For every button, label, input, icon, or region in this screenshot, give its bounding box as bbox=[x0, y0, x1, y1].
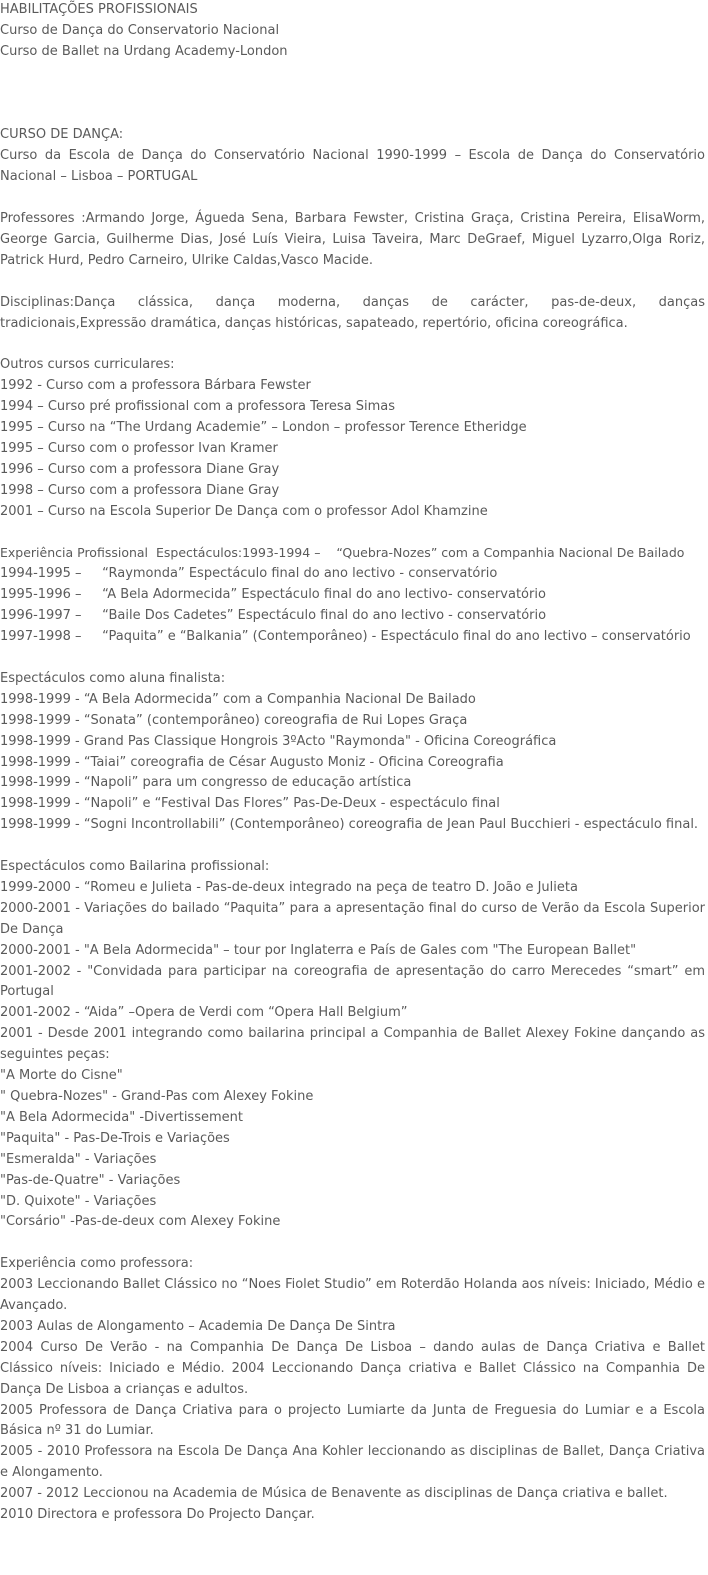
teaching-item: 2003 Leccionando Ballet Clássico no “Noes Fiolet Studio” em Roterdão Holanda aos níveis: Iniciado, Médio e Avançado. bbox=[0, 1277, 705, 1314]
course-item: 1995 – Curso na “The Urdang Academie” – London – professor Terence Etheridge bbox=[0, 420, 527, 436]
show-item: 1998-1999 - “A Bela Adormecida” com a Companhia Nacional De Bailado bbox=[0, 691, 476, 707]
experience-item: 1995-1996 – “A Bela Adormecida” Espectáculo final do ano lectivo- conservatório bbox=[0, 587, 546, 603]
piece-item: "A Bela Adormecida" -Divertissement bbox=[0, 1109, 243, 1125]
piece-item: "Corsário" -Pas-de-deux com Alexey Fokine bbox=[0, 1214, 281, 1230]
dance-course-section bbox=[0, 125, 705, 188]
show-item: 2001 - Desde 2001 integrando como bailarina principal a Companhia de Ballet Alexey Fokine dançando as seguintes peças: bbox=[0, 1026, 705, 1063]
qualifications-heading: HABILITAÇÕES PROFISSIONAIS bbox=[0, 2, 198, 17]
spacer bbox=[0, 272, 705, 293]
dance-course-body: Curso da Escola de Dança do Conservatório Nacional 1990-1999 – Escola de Dança do Conservatório Nacional – Lisboa – PORTUGAL bbox=[0, 148, 705, 185]
show-item: 1998-1999 - Grand Pas Classique Hongrois 3ºActo "Raymonda" - Oficina Coreográfica bbox=[0, 733, 557, 749]
spacer bbox=[0, 105, 705, 126]
spacer bbox=[0, 648, 705, 669]
teaching-item: 2007 - 2012 Leccionou na Academia de Música de Benavente as disciplinas de Dança criativa e ballet. bbox=[0, 1486, 668, 1502]
spacer bbox=[0, 523, 705, 544]
spacer bbox=[0, 836, 705, 857]
piece-item: "D. Quixote" - Variações bbox=[0, 1193, 157, 1209]
course-item: 1995 – Curso com o professor Ivan Kramer bbox=[0, 440, 278, 456]
teaching-item: 2004 Curso De Verão - na Companhia De Dança De Lisboa – dando aulas de Dança Criativa e Ballet Clássico níveis: Iniciado e Médio. 2004 Leccionando Dança criativa e Ballet Clássico na Companhia De Dança De Lisboa a crianças e adultos. bbox=[0, 1339, 705, 1397]
qualification-line: Curso de Dança do Conservatorio Nacional bbox=[0, 22, 280, 38]
professional-shows-section bbox=[0, 857, 705, 1233]
course-item: 1992 - Curso com a professora Bárbara Fewster bbox=[0, 378, 311, 394]
course-item: 1994 – Curso pré profissional com a professora Teresa Simas bbox=[0, 399, 396, 415]
piece-item: "Paquita" - Pas-De-Trois e Variações bbox=[0, 1130, 230, 1146]
piece-item: "Pas-de-Quatre" - Variações bbox=[0, 1172, 181, 1188]
experience-item: 1997-1998 – “Paquita” e “Balkania” (Contemporâneo) - Espectáculo final do ano lectivo – conservatório bbox=[0, 629, 691, 645]
course-item: 2001 – Curso na Escola Superior De Dança com o professor Adol Khamzine bbox=[0, 503, 488, 519]
spacer bbox=[0, 188, 705, 209]
show-item: 2000-2001 - "A Bela Adormecida" – tour por Inglaterra e País de Gales com "The European Ballet" bbox=[0, 942, 637, 958]
show-item: 2001-2002 - "Convidada para participar na coreografia de apresentação do carro Merecedes “smart” em Portugal bbox=[0, 963, 705, 1000]
show-item: 1998-1999 - “Napoli” para um congresso de educação artística bbox=[0, 775, 412, 791]
experience-item: Experiência Profissional Espectáculos:1993-1994 – “Quebra-Nozes” com a Companhia Nacional De Bailado bbox=[0, 545, 685, 561]
professional-shows-heading: Espectáculos como Bailarina profissional: bbox=[0, 859, 270, 875]
spacer bbox=[0, 63, 705, 105]
spacer bbox=[0, 1233, 705, 1254]
show-item: 1998-1999 - “Taiai” coreografia de César Augusto Moniz - Oficina Coreografia bbox=[0, 754, 504, 770]
show-item: 1998-1999 - “Sonata” (contemporâneo) coreografia de Rui Lopes Graça bbox=[0, 712, 468, 728]
piece-item: "Esmeralda" - Variações bbox=[0, 1151, 157, 1167]
teaching-item: 2005 Professora de Dança Criativa para o projecto Lumiarte da Junta de Freguesia do Lumiar e a Escola Básica nº 31 do Lumiar. bbox=[0, 1402, 705, 1439]
other-courses-heading: Outros cursos curriculares: bbox=[0, 357, 175, 373]
disciplines-paragraph: Disciplinas:Dança clássica, dança moderna, danças de carácter, pas-de-deux, danças tradicionais,Expressão dramática, danças históricas, sapateado, repertório, oficina coreográfica. bbox=[0, 294, 705, 331]
piece-item: "A Morte do Cisne" bbox=[0, 1068, 123, 1084]
finalist-shows-section bbox=[0, 669, 705, 836]
professors-paragraph: Professores :Armando Jorge, Águeda Sena, Barbara Fewster, Cristina Graça, Cristina Pereira, ElisaWorm, George Garcia, Guilherme Dias, José Luís Vieira, Luisa Taveira, Marc DeGraef, Miguel Lyzarro,Olga Roriz, Patrick Hurd, Pedro Carneiro, Ulrike Caldas,Vasco Macide. bbox=[0, 211, 705, 268]
course-item: 1998 – Curso com a professora Diane Gray bbox=[0, 482, 280, 498]
experience-item: 1996-1997 – “Baile Dos Cadetes” Espectáculo final do ano lectivo - conservatório bbox=[0, 608, 547, 624]
show-item: 1998-1999 - “Sogni Incontrollabili” (Contemporâneo) coreografia de Jean Paul Bucchieri - espectáculo final. bbox=[0, 817, 699, 833]
teaching-item: 2010 Directora e professora Do Projecto Dançar. bbox=[0, 1507, 315, 1523]
qualification-line: Curso de Ballet na Urdang Academy-London bbox=[0, 43, 288, 59]
finalist-shows-heading: Espectáculos como aluna finalista: bbox=[0, 670, 226, 686]
teacher-experience-heading: Experiência como professora: bbox=[0, 1256, 194, 1272]
show-item: 1998-1999 - “Napoli” e “Festival Das Flores” Pas-De-Deux - espectáculo final bbox=[0, 796, 500, 812]
experience-item: 1994-1995 – “Raymonda” Espectáculo final do ano lectivo - conservatório bbox=[0, 566, 498, 582]
piece-item: " Quebra-Nozes" - Grand-Pas com Alexey Fokine bbox=[0, 1089, 314, 1104]
spacer bbox=[0, 334, 705, 355]
other-courses-section bbox=[0, 355, 705, 522]
teaching-item: 2005 - 2010 Professora na Escola De Dança Ana Kohler leccionando as disciplinas de Ballet, Dança Criativa e Alongamento. bbox=[0, 1444, 705, 1481]
show-item: 1999-2000 - “Romeu e Julieta - Pas-de-deux integrado na peça de teatro D. João e Julieta bbox=[0, 879, 578, 895]
dance-course-heading: CURSO DE DANÇA: bbox=[0, 127, 124, 143]
experience-section bbox=[0, 543, 705, 648]
teacher-experience-section bbox=[0, 1254, 705, 1526]
show-item: 2000-2001 - Variações do bailado “Paquita” para a apresentação final do curso de Verão da Escola Superior De Dança bbox=[0, 900, 705, 937]
teaching-item: 2003 Aulas de Alongamento – Academia De Dança De Sintra bbox=[0, 1318, 396, 1334]
qualifications-section bbox=[0, 0, 705, 63]
show-item: 2001-2002 - “Aida” –Opera de Verdi com “Opera Hall Belgium” bbox=[0, 1005, 408, 1021]
course-item: 1996 – Curso com a professora Diane Gray bbox=[0, 461, 280, 477]
